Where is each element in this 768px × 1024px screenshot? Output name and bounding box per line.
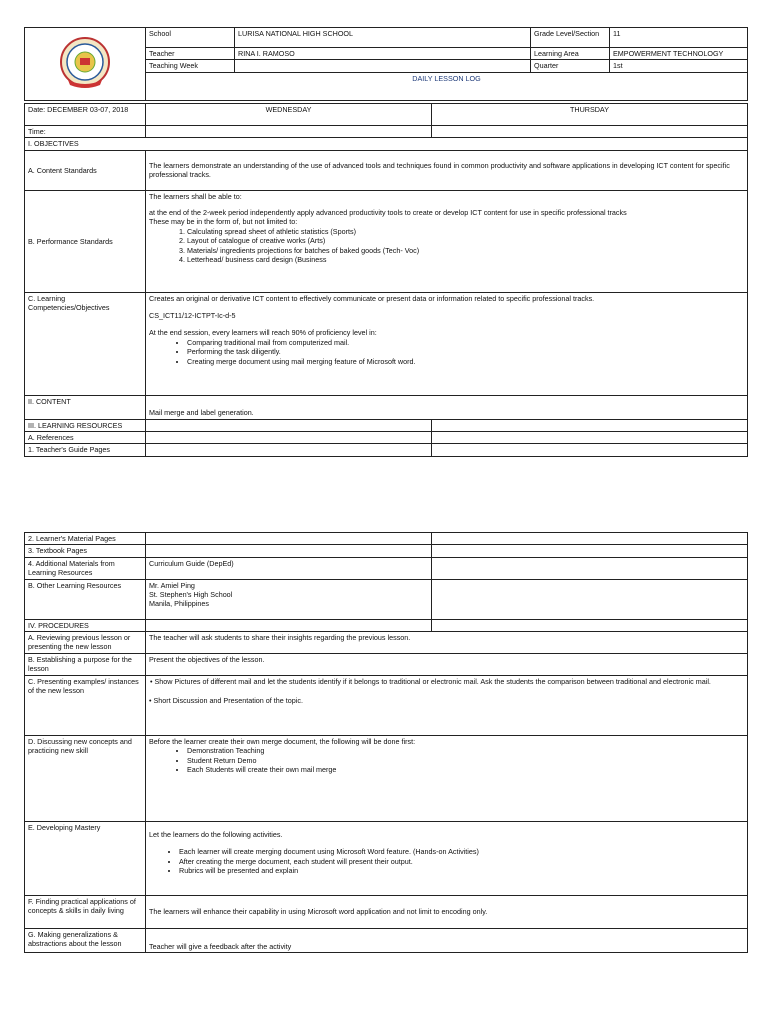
procedure-d-cell xyxy=(146,736,748,822)
performance-standards-cell xyxy=(146,190,748,292)
list-item: 2. Layout of catalogue of creative works (Arts) xyxy=(179,236,326,246)
other-resources-cell xyxy=(146,579,432,619)
performance-text: at the end of the 2-week period independently apply advanced productivity tools to create or develop ICT content for use in specific professional tracks xyxy=(149,208,627,218)
lesson-table-2 xyxy=(24,532,748,953)
grade-label: Grade Level/Section xyxy=(531,28,610,48)
list-item: • Performing the task diligently. xyxy=(187,347,744,356)
list-item: • Show Pictures of different mail and let the students identify if it belongs to traditional or electronic mail. Ask the students the comparison between traditional and electronic mail. xyxy=(150,677,711,687)
procedure-f-label: F. Finding practical applications of concepts & skills in daily living xyxy=(25,896,146,929)
content-standards-label: A. Content Standards xyxy=(25,150,146,190)
list-item: • Student Return Demo xyxy=(187,756,744,765)
content-text: Mail merge and label generation. xyxy=(146,395,748,419)
thursday-header: THURSDAY xyxy=(432,104,748,126)
textbook-label: 3. Textbook Pages xyxy=(25,545,146,557)
procedure-c-label: C. Presenting examples/ instances of the new lesson xyxy=(25,676,146,736)
competencies-label: C. Learning Competencies/Objectives xyxy=(25,292,146,395)
resources-label: III. LEARNING RESOURCES xyxy=(25,419,146,431)
quarter-label: Quarter xyxy=(531,60,610,72)
objectives-heading: I. OBJECTIVES xyxy=(25,138,748,150)
procedure-e-cell xyxy=(146,822,748,896)
resource-line: Mr. Amiel Ping xyxy=(149,580,195,590)
list-item: • After creating the merge document, each student will present their output. xyxy=(179,857,744,866)
content-standards-text: The learners demonstrate an understanding of the use of advanced tools and techniques found in common productivity and software applications in developing ICT content for specific professional tracks. xyxy=(146,150,748,190)
procedure-e-text: Let the learners do the following activities. xyxy=(149,830,283,840)
performance-standards-label: B. Performance Standards xyxy=(25,190,146,292)
list-item: • Each learner will create merging document using Microsoft Word feature. (Hands-on Activities) xyxy=(179,847,744,856)
page-title: DAILY LESSON LOG xyxy=(146,72,748,100)
learners-material-label: 2. Learner's Material Pages xyxy=(25,533,146,545)
list-item: • Each Students will create their own mail merge xyxy=(187,765,744,774)
list-item: 3. Materials/ ingredients projections for batches of baked goods (Tech- Voc) xyxy=(179,245,420,255)
list-item: • Comparing traditional mail from computerized mail. xyxy=(187,338,744,347)
references-label: A. References xyxy=(25,432,146,444)
resource-line: St. Stephen's High School xyxy=(149,590,233,600)
performance-forms: These may be in the form of, but not limited to: xyxy=(149,217,298,227)
school-label: School xyxy=(146,28,235,48)
procedure-c-cell xyxy=(146,676,748,736)
procedure-g-text: Teacher will give a feedback after the activity xyxy=(146,929,748,953)
procedures-heading: IV. PROCEDURES xyxy=(25,619,146,631)
competencies-end: At the end session, every learners will reach 90% of proficiency level in: xyxy=(149,328,377,338)
procedure-a-label: A. Reviewing previous lesson or presenting the new lesson xyxy=(25,632,146,654)
competencies-list xyxy=(149,338,744,366)
competencies-cell xyxy=(146,292,748,395)
competency-code: CS_ICT11/12-ICTPT-Ic-d-5 xyxy=(149,311,236,321)
teacher-label: Teacher xyxy=(146,48,235,60)
content-label: II. CONTENT xyxy=(25,395,146,419)
additional-materials-label: 4. Additional Materials from Learning Resources xyxy=(25,557,146,579)
division-seal xyxy=(25,28,146,101)
procedure-d-list xyxy=(149,746,744,774)
performance-intro: The learners shall be able to: xyxy=(149,191,242,201)
grade-value: 11 xyxy=(610,28,748,48)
list-item: 4. Letterhead/ business card design (Business xyxy=(179,254,327,264)
list-item: • Rubrics will be presented and explain xyxy=(179,866,744,875)
other-resources-label: B. Other Learning Resources xyxy=(25,579,146,619)
performance-list xyxy=(149,227,744,264)
list-item: • Short Discussion and Presentation of the topic. xyxy=(149,696,303,706)
procedure-e-label: E. Developing Mastery xyxy=(25,822,146,896)
list-item: 1. Calculating spread sheet of athletic statistics (Sports) xyxy=(179,226,356,236)
procedure-d-label: D. Discussing new concepts and practicing new skill xyxy=(25,736,146,822)
school-value: LURISA NATIONAL HIGH SCHOOL xyxy=(235,28,531,48)
seal-icon xyxy=(54,36,116,90)
procedure-b-text: Present the objectives of the lesson. xyxy=(146,654,748,676)
list-item: • Demonstration Teaching xyxy=(187,746,744,755)
week-value xyxy=(235,60,531,72)
resource-line: Manila, Philippines xyxy=(149,599,209,609)
teachers-guide-label: 1. Teacher's Guide Pages xyxy=(25,444,146,456)
quarter-value: 1st xyxy=(610,60,748,72)
week-label: Teaching Week xyxy=(146,60,235,72)
competencies-text: Creates an original or derivative ICT content to effectively communicate or present data or information related to specific professional tracks. xyxy=(149,293,595,303)
procedure-f-text: The learners will enhance their capability in using Microsoft word application and not limit to encoding only. xyxy=(146,896,748,929)
procedure-e-list xyxy=(149,847,744,875)
list-item: • Creating merge document using mail merging feature of Microsoft word. xyxy=(187,357,744,366)
teacher-value: RINA I. RAMOSO xyxy=(235,48,531,60)
date-cell: Date: DECEMBER 03-07, 2018 xyxy=(25,104,146,126)
area-label: Learning Area xyxy=(531,48,610,60)
header-table xyxy=(24,27,748,101)
procedure-g-label: G. Making generalizations & abstractions about the lesson xyxy=(25,929,146,953)
lesson-table-1 xyxy=(24,103,748,457)
area-value: EMPOWERMENT TECHNOLOGY xyxy=(610,48,748,60)
procedure-d-text: Before the learner create their own merge document, the following will be done first: xyxy=(149,737,416,747)
additional-materials-text: Curriculum Guide (DepEd) xyxy=(146,557,432,579)
procedure-a-text: The teacher will ask students to share their insights regarding the previous lesson. xyxy=(146,632,748,654)
procedure-b-label: B. Establishing a purpose for the lesson xyxy=(25,654,146,676)
wednesday-header: WEDNESDAY xyxy=(146,104,432,126)
time-cell: Time: xyxy=(25,126,146,138)
